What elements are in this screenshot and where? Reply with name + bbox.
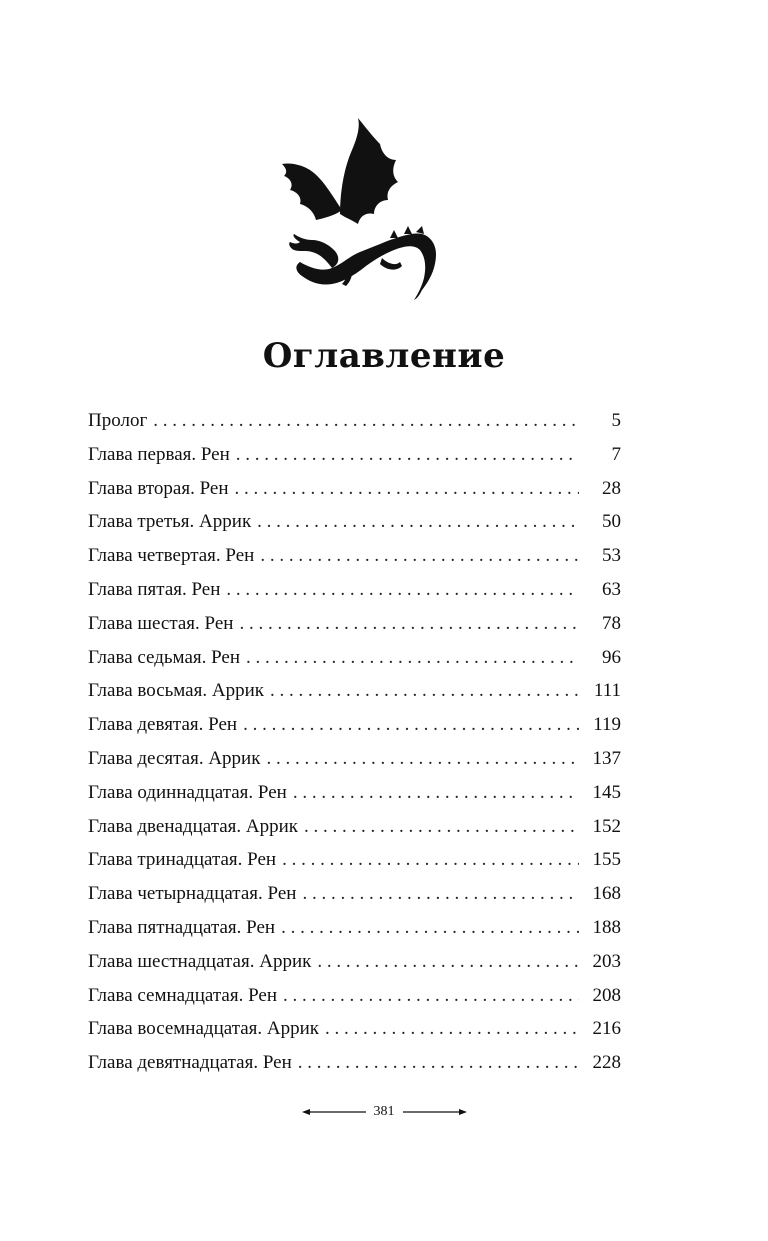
toc-entry-title: Пролог [88,410,148,431]
toc-entry-title: Глава тринадцатая. Рен [88,849,277,871]
left-ornament-arrow-icon [302,1107,366,1117]
dot-leader [283,985,579,1007]
toc-entry[interactable] [88,545,621,579]
toc-entry[interactable] [88,613,621,647]
toc-entry-page: 203 [592,950,621,972]
toc-entry-page: 53 [602,545,621,567]
toc-entry-page: 152 [592,815,621,837]
toc-entry-title: Глава седьмая. Рен [88,646,241,668]
toc-entry-page: 145 [592,781,621,803]
toc-entry[interactable] [88,985,621,1019]
toc-entry-page: 111 [593,680,621,702]
toc-entry-title: Глава пятая. Рен [88,578,221,600]
toc-entry-page: 216 [592,1018,621,1040]
dot-leader [235,478,579,500]
toc-entry[interactable] [88,511,621,545]
toc-entry-title: Глава первая. Рен [88,443,230,465]
toc-entry-title: Глава четырнадцатая. Рен [88,883,297,905]
toc-entry-page: 208 [592,984,621,1006]
dot-leader [317,951,579,973]
dot-leader [243,714,579,736]
dot-leader [266,748,579,770]
dot-leader [325,1018,579,1040]
dot-leader [260,545,579,567]
toc-entry-title: Глава одиннадцатая. Рен [88,781,287,803]
toc-entry-page: 119 [593,714,621,736]
toc-entry-title: Глава шестая. Рен [88,612,234,634]
dot-leader [246,647,579,669]
toc-entry-title: Глава третья. Аррик [88,511,252,533]
page-title: Оглавление [262,336,506,376]
toc-entry-title: Глава вторая. Рен [88,477,229,499]
toc-entry[interactable] [88,816,621,850]
toc-entry-title: Глава девятнадцатая. Рен [88,1052,292,1074]
toc-entry-title: Глава пятнадцатая. Рен [88,916,276,938]
dot-leader [293,782,579,804]
toc-entry[interactable] [88,951,621,985]
dot-leader [236,444,579,466]
right-ornament-arrow-icon [403,1107,467,1117]
toc-entry[interactable] [88,410,621,444]
toc-entry[interactable] [88,444,621,478]
toc-entry[interactable] [88,917,621,951]
toc-entry-title: Глава восемнадцатая. Аррик [88,1018,320,1040]
toc-entry-page: 28 [602,477,621,499]
toc-entry-title: Глава восьмая. Аррик [88,680,264,702]
dot-leader [282,849,579,871]
toc-entry-page: 63 [602,578,621,600]
toc-entry[interactable] [88,1018,621,1052]
dot-leader [226,579,579,601]
toc-entry-page: 155 [592,849,621,871]
dot-leader [153,410,579,432]
dot-leader [257,511,579,533]
toc-entry-page: 96 [602,646,621,668]
toc-entry-title: Глава девятая. Рен [88,714,238,736]
dragon-silhouette-icon [270,112,445,307]
toc-entry-page: 78 [602,612,621,634]
toc-entry[interactable] [88,478,621,512]
toc-entry-title: Глава четвертая. Рен [88,545,255,567]
toc-entry[interactable] [88,883,621,917]
toc-entry-title: Глава десятая. Аррик [88,747,261,769]
page-number: 381 [373,1104,395,1119]
toc-entry[interactable] [88,1052,621,1086]
dot-leader [239,613,579,635]
toc-entry-page: 7 [611,443,621,465]
toc-entry[interactable] [88,647,621,681]
dot-leader [281,917,579,939]
page-number-footer [0,1104,768,1120]
dot-leader [302,883,579,905]
table-of-contents [88,410,621,1086]
toc-entry-page: 168 [592,883,621,905]
toc-entry[interactable] [88,714,621,748]
toc-entry[interactable] [88,579,621,613]
toc-entry-page: 137 [592,747,621,769]
toc-entry[interactable] [88,849,621,883]
toc-entry[interactable] [88,680,621,714]
dot-leader [298,1052,579,1074]
toc-entry-page: 228 [592,1052,621,1074]
toc-entry-title: Глава двенадцатая. Аррик [88,815,299,837]
dot-leader [270,680,579,702]
toc-entry-page: 188 [592,916,621,938]
dot-leader [304,816,579,838]
toc-entry[interactable] [88,748,621,782]
toc-entry-page: 50 [602,511,621,533]
toc-entry-page: 5 [611,410,621,431]
toc-entry-title: Глава шестнадцатая. Аррик [88,950,312,972]
toc-entry-title: Глава семнадцатая. Рен [88,984,277,1006]
toc-entry[interactable] [88,782,621,816]
